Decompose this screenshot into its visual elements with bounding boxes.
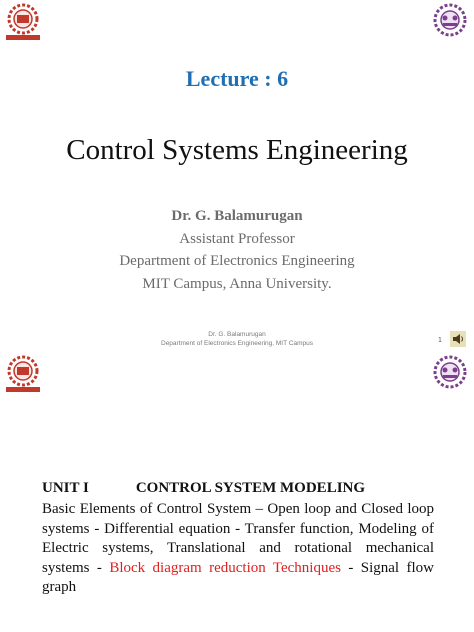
- anna-university-logo-icon: [3, 2, 43, 42]
- footer-department: Department of Electronics Engineering, MIT Campus: [161, 340, 313, 347]
- author-department: Department of Electronics Engineering: [119, 253, 355, 269]
- author-campus: MIT Campus, Anna University.: [142, 275, 332, 292]
- unit-text-part1: Basic Elements of Control System – Open loop and Closed loop systems - Differential equation - Transfer function, Modeling of Electric systems, Translational and rotational mechanical systems -: [42, 501, 434, 576]
- footer-author: Dr. G. Balamurugan: [208, 331, 266, 338]
- slide-footer: [0, 330, 474, 348]
- unit-heading: [42, 480, 365, 497]
- unit-text-part2: - Signal flow graph: [42, 559, 435, 595]
- author-position: Assistant Professor: [179, 230, 295, 247]
- unit-label: UNIT I: [42, 480, 89, 496]
- author-name: Dr. G. Balamurugan: [171, 208, 303, 224]
- lecture-number: Lecture : 6: [185, 66, 289, 91]
- unit-title: CONTROL SYSTEM MODELING: [135, 480, 366, 496]
- speaker-icon[interactable]: [450, 331, 466, 347]
- author-block: [0, 205, 474, 295]
- mit-logo-icon: [428, 2, 472, 38]
- slide-title: Control Systems Engineering: [66, 134, 408, 166]
- unit-description: [42, 500, 434, 598]
- anna-university-logo-icon: [3, 354, 43, 394]
- page-number: 1: [438, 337, 442, 344]
- unit-text-highlight: Block diagram reduction Techniques: [109, 559, 341, 576]
- mit-logo-icon: [428, 354, 472, 390]
